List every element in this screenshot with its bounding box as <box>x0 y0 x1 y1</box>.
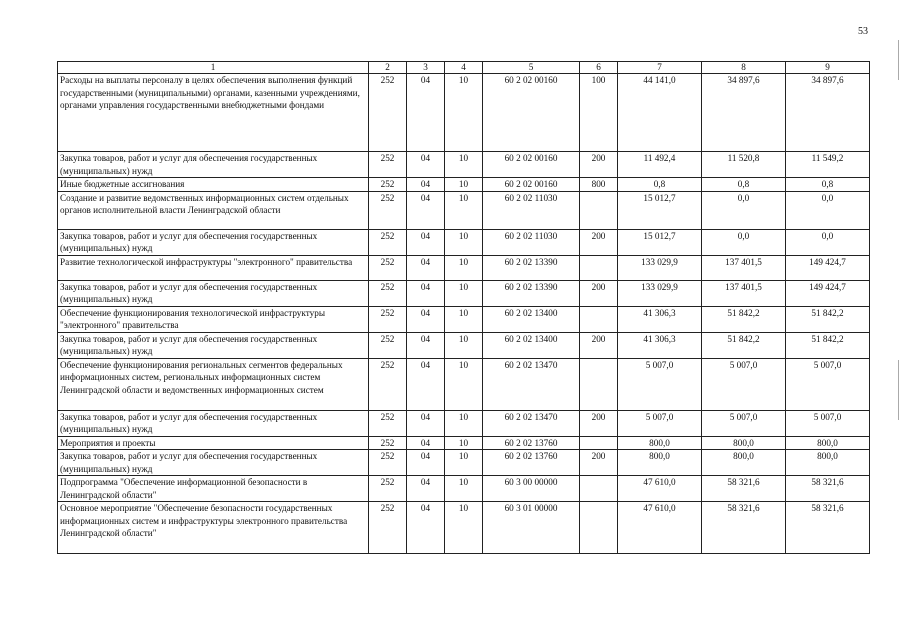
amount-year-2: 0,8 <box>702 178 786 192</box>
target-article-code: 60 2 02 13760 <box>483 450 580 476</box>
column-header: 8 <box>702 62 786 74</box>
table-row <box>58 410 870 436</box>
target-article-code: 60 2 02 00160 <box>483 152 580 178</box>
section-code: 04 <box>407 436 445 450</box>
expense-type-code <box>580 358 618 410</box>
page-number: 53 <box>858 26 868 37</box>
section-code: 04 <box>407 450 445 476</box>
amount-year-3: 0,0 <box>786 191 870 229</box>
table-row <box>58 358 870 410</box>
table-row <box>58 74 870 152</box>
admin-code: 252 <box>369 502 407 554</box>
amount-year-1: 133 029,9 <box>618 280 702 306</box>
amount-year-2: 51 842,2 <box>702 332 786 358</box>
expense-type-code: 200 <box>580 450 618 476</box>
amount-year-1: 15 012,7 <box>618 229 702 255</box>
table-row <box>58 191 870 229</box>
amount-year-3: 5 007,0 <box>786 410 870 436</box>
subsection-code: 10 <box>445 332 483 358</box>
amount-year-2: 0,0 <box>702 229 786 255</box>
section-code: 04 <box>407 280 445 306</box>
column-header: 7 <box>618 62 702 74</box>
row-name: Обеспечение функционирования региональных сегментов федеральных информационных систем, региональных информационных систем Ленинградской области и ведомственных информационных систем <box>58 358 369 410</box>
admin-code: 252 <box>369 476 407 502</box>
expense-type-code <box>580 191 618 229</box>
amount-year-1: 11 492,4 <box>618 152 702 178</box>
amount-year-2: 137 401,5 <box>702 255 786 280</box>
subsection-code: 10 <box>445 436 483 450</box>
admin-code: 252 <box>369 74 407 152</box>
amount-year-2: 58 321,6 <box>702 502 786 554</box>
amount-year-2: 137 401,5 <box>702 280 786 306</box>
section-code: 04 <box>407 476 445 502</box>
admin-code: 252 <box>369 229 407 255</box>
target-article-code: 60 2 02 11030 <box>483 229 580 255</box>
subsection-code: 10 <box>445 152 483 178</box>
scan-edge-mark <box>898 40 899 80</box>
amount-year-1: 44 141,0 <box>618 74 702 152</box>
table-row <box>58 229 870 255</box>
amount-year-3: 0,0 <box>786 229 870 255</box>
expense-type-code: 100 <box>580 74 618 152</box>
column-header: 2 <box>369 62 407 74</box>
amount-year-1: 47 610,0 <box>618 502 702 554</box>
column-header: 1 <box>58 62 369 74</box>
amount-year-1: 133 029,9 <box>618 255 702 280</box>
row-name: Расходы на выплаты персоналу в целях обеспечения выполнения функций государственными (муниципальными) органами, казенными учреждениями, органами управления государственными внебюджетными фондами <box>58 74 369 152</box>
section-code: 04 <box>407 306 445 332</box>
column-header: 9 <box>786 62 870 74</box>
amount-year-2: 5 007,0 <box>702 410 786 436</box>
row-name: Мероприятия и проекты <box>58 436 369 450</box>
section-code: 04 <box>407 332 445 358</box>
amount-year-1: 800,0 <box>618 436 702 450</box>
admin-code: 252 <box>369 450 407 476</box>
admin-code: 252 <box>369 255 407 280</box>
row-name: Создание и развитие ведомственных информационных систем отдельных органов исполнительной власти Ленинградской области <box>58 191 369 229</box>
column-header: 3 <box>407 62 445 74</box>
row-name: Закупка товаров, работ и услуг для обеспечения государственных (муниципальных) нужд <box>58 450 369 476</box>
amount-year-1: 5 007,0 <box>618 358 702 410</box>
subsection-code: 10 <box>445 191 483 229</box>
subsection-code: 10 <box>445 358 483 410</box>
amount-year-2: 11 520,8 <box>702 152 786 178</box>
amount-year-3: 0,8 <box>786 178 870 192</box>
table-row <box>58 178 870 192</box>
amount-year-2: 5 007,0 <box>702 358 786 410</box>
amount-year-1: 0,8 <box>618 178 702 192</box>
expense-type-code <box>580 306 618 332</box>
amount-year-1: 5 007,0 <box>618 410 702 436</box>
amount-year-3: 800,0 <box>786 436 870 450</box>
expense-type-code <box>580 436 618 450</box>
section-code: 04 <box>407 178 445 192</box>
table-row <box>58 436 870 450</box>
admin-code: 252 <box>369 332 407 358</box>
column-header: 6 <box>580 62 618 74</box>
amount-year-2: 34 897,6 <box>702 74 786 152</box>
subsection-code: 10 <box>445 410 483 436</box>
section-code: 04 <box>407 152 445 178</box>
amount-year-1: 47 610,0 <box>618 476 702 502</box>
section-code: 04 <box>407 358 445 410</box>
expense-type-code: 200 <box>580 280 618 306</box>
row-name: Подпрограмма "Обеспечение информационной безопасности в Ленинградской области" <box>58 476 369 502</box>
subsection-code: 10 <box>445 502 483 554</box>
table-row <box>58 332 870 358</box>
section-code: 04 <box>407 191 445 229</box>
amount-year-3: 149 424,7 <box>786 280 870 306</box>
section-code: 04 <box>407 502 445 554</box>
subsection-code: 10 <box>445 280 483 306</box>
row-name: Закупка товаров, работ и услуг для обеспечения государственных (муниципальных) нужд <box>58 410 369 436</box>
section-code: 04 <box>407 255 445 280</box>
amount-year-2: 51 842,2 <box>702 306 786 332</box>
table-row <box>58 280 870 306</box>
budget-table <box>57 61 870 554</box>
amount-year-3: 51 842,2 <box>786 306 870 332</box>
target-article-code: 60 2 02 00160 <box>483 74 580 152</box>
expense-type-code <box>580 476 618 502</box>
amount-year-2: 800,0 <box>702 436 786 450</box>
target-article-code: 60 2 02 13390 <box>483 255 580 280</box>
row-name: Обеспечение функционирования технологической инфраструктуры "электронного" правительства <box>58 306 369 332</box>
amount-year-3: 149 424,7 <box>786 255 870 280</box>
amount-year-1: 41 306,3 <box>618 332 702 358</box>
admin-code: 252 <box>369 436 407 450</box>
amount-year-3: 11 549,2 <box>786 152 870 178</box>
target-article-code: 60 3 00 00000 <box>483 476 580 502</box>
expense-type-code: 200 <box>580 410 618 436</box>
expense-type-code: 200 <box>580 332 618 358</box>
target-article-code: 60 2 02 11030 <box>483 191 580 229</box>
section-code: 04 <box>407 74 445 152</box>
scan-edge-mark <box>898 360 899 420</box>
subsection-code: 10 <box>445 74 483 152</box>
subsection-code: 10 <box>445 476 483 502</box>
subsection-code: 10 <box>445 450 483 476</box>
table-row <box>58 255 870 280</box>
amount-year-3: 34 897,6 <box>786 74 870 152</box>
column-header: 4 <box>445 62 483 74</box>
column-header: 5 <box>483 62 580 74</box>
amount-year-1: 800,0 <box>618 450 702 476</box>
table-row <box>58 450 870 476</box>
expense-type-code <box>580 502 618 554</box>
target-article-code: 60 2 02 13390 <box>483 280 580 306</box>
target-article-code: 60 2 02 13470 <box>483 358 580 410</box>
amount-year-2: 58 321,6 <box>702 476 786 502</box>
target-article-code: 60 2 02 13470 <box>483 410 580 436</box>
admin-code: 252 <box>369 306 407 332</box>
amount-year-2: 0,0 <box>702 191 786 229</box>
admin-code: 252 <box>369 280 407 306</box>
subsection-code: 10 <box>445 229 483 255</box>
target-article-code: 60 2 02 13760 <box>483 436 580 450</box>
row-name: Иные бюджетные ассигнования <box>58 178 369 192</box>
row-name: Закупка товаров, работ и услуг для обеспечения государственных (муниципальных) нужд <box>58 152 369 178</box>
admin-code: 252 <box>369 191 407 229</box>
amount-year-1: 41 306,3 <box>618 306 702 332</box>
row-name: Основное мероприятие "Обеспечение безопасности государственных информационных систем и инфраструктуры электронного правительства Ленинградской области" <box>58 502 369 554</box>
admin-code: 252 <box>369 410 407 436</box>
target-article-code: 60 2 02 13400 <box>483 332 580 358</box>
amount-year-3: 800,0 <box>786 450 870 476</box>
subsection-code: 10 <box>445 255 483 280</box>
target-article-code: 60 2 02 00160 <box>483 178 580 192</box>
section-code: 04 <box>407 229 445 255</box>
row-name: Закупка товаров, работ и услуг для обеспечения государственных (муниципальных) нужд <box>58 229 369 255</box>
target-article-code: 60 2 02 13400 <box>483 306 580 332</box>
table-row <box>58 476 870 502</box>
row-name: Развитие технологической инфраструктуры "электронного" правительства <box>58 255 369 280</box>
admin-code: 252 <box>369 152 407 178</box>
table-row <box>58 502 870 554</box>
expense-type-code <box>580 255 618 280</box>
admin-code: 252 <box>369 358 407 410</box>
table-row <box>58 306 870 332</box>
amount-year-3: 51 842,2 <box>786 332 870 358</box>
expense-type-code: 200 <box>580 229 618 255</box>
expense-type-code: 200 <box>580 152 618 178</box>
amount-year-2: 800,0 <box>702 450 786 476</box>
amount-year-3: 58 321,6 <box>786 476 870 502</box>
table-row <box>58 152 870 178</box>
row-name: Закупка товаров, работ и услуг для обеспечения государственных (муниципальных) нужд <box>58 280 369 306</box>
expense-type-code: 800 <box>580 178 618 192</box>
section-code: 04 <box>407 410 445 436</box>
row-name: Закупка товаров, работ и услуг для обеспечения государственных (муниципальных) нужд <box>58 332 369 358</box>
subsection-code: 10 <box>445 178 483 192</box>
header-row <box>58 62 870 74</box>
amount-year-3: 5 007,0 <box>786 358 870 410</box>
subsection-code: 10 <box>445 306 483 332</box>
amount-year-1: 15 012,7 <box>618 191 702 229</box>
admin-code: 252 <box>369 178 407 192</box>
amount-year-3: 58 321,6 <box>786 502 870 554</box>
target-article-code: 60 3 01 00000 <box>483 502 580 554</box>
